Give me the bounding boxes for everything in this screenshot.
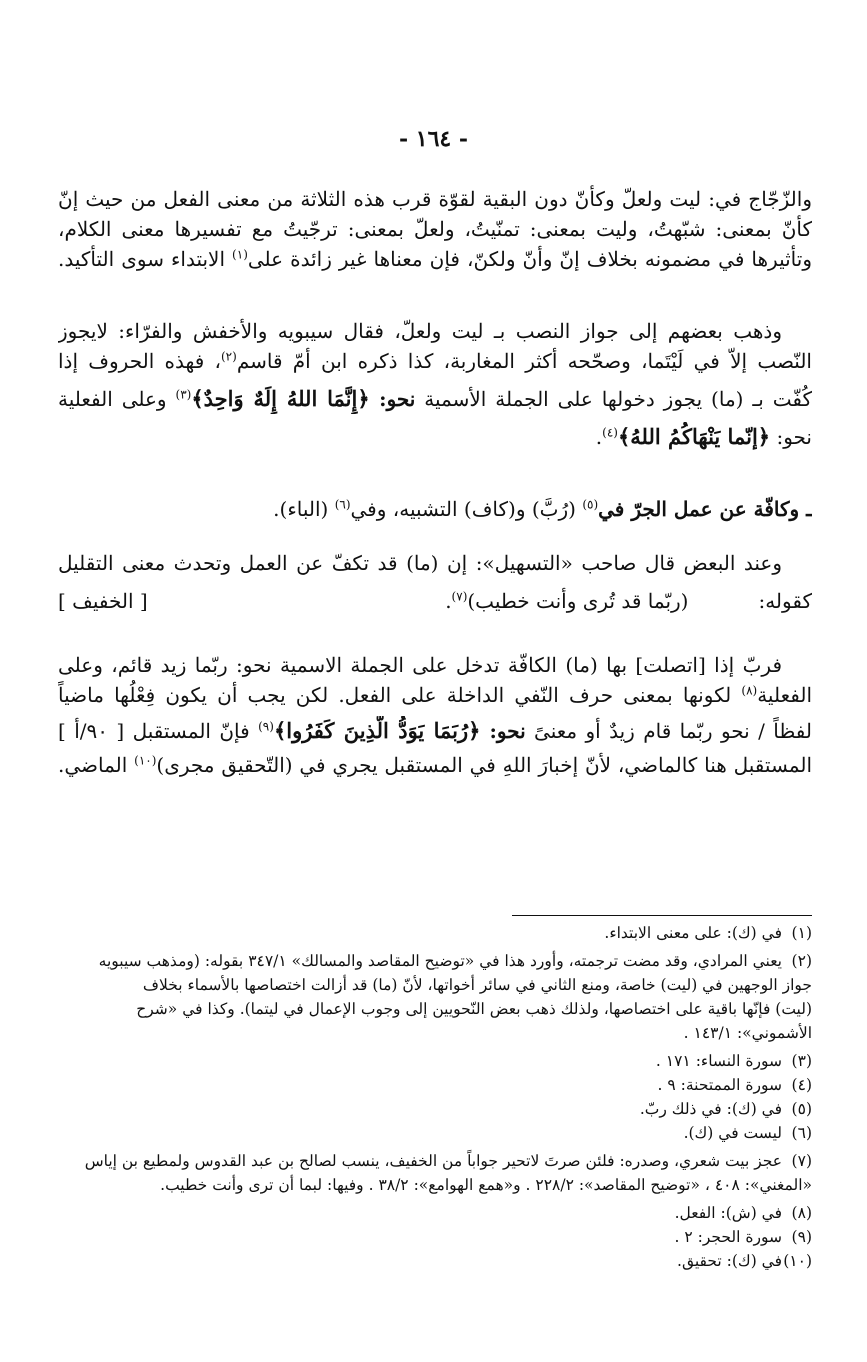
footnote-ref: (١٠) [134,753,157,768]
footnote [58,1249,812,1273]
footnote-continuation: جواز الوجهين في (ليت) خاصة، ومنع الثاني في سائر أخواتها، لأنّ (ما) قد أزالت اختصاصها بالأسماء بخلاف [142,976,812,994]
footnote [58,1049,812,1073]
text-run: وعلى الفعلية [58,387,176,411]
text-run: فإنّ المستقبل [ ٩٠/أ ] [58,719,259,743]
text-line [58,680,812,710]
footnote-text: في (ك): في ذلك ربّ. [639,1100,782,1118]
footnote-text: في (ش): الفعل. [674,1204,782,1222]
footnote-number: (٨) [791,1204,812,1222]
footnote-number: (٦) [791,1124,812,1142]
footnotes [58,921,812,1273]
footnote-number: (٩) [791,1228,812,1246]
footnote-number: (٥) [791,1100,812,1118]
footnote-continuation: «المغني»: ٤٠٨ ، «توضيح المقاصد»: ٢٢٨/٢ . و«همع الهوامع»: ٣٨/٢ . وفيها: لبما أن ترى وأنت خطيب. [160,1176,812,1194]
paragraph-2 [58,316,812,452]
footnote-ref: (٦) [334,497,351,512]
meter-label: [ الخفيف ] [58,589,148,613]
footnote-continuation: الأشموني»: ١٤٣/١ . [683,1024,812,1042]
text-line: والزّجّاج في: ليت ولعلّ وكأنّ دون البقية لقوّة قرب هذه الثلاثة من معنى الفعل من حيث إنّ [58,187,812,211]
text-run: لفظاً / نحو ربّما قام زيدٌ أو معنىً [525,719,812,743]
nahw-label: نحو: [369,387,416,411]
footnote-number: (٤) [791,1076,812,1094]
text-line: كأنّ بمعنى: شبّهتُ، وليت بمعنى: تمنّيتُ، ولعلّ بمعنى: ترجّيتُ مع تفسيرها معنى الكلام، [58,217,812,241]
heading-run: ـ وكافّة عن عمل الجرّ في [598,497,812,521]
footnote [58,1201,812,1225]
footnote-number: (٢) [791,952,812,970]
text-run: (رُبَّ) و(كاف) التشبيه، وفي [350,497,583,521]
text-line: وذهب بعضهم إلى جواز النصب بـ ليت ولعلّ، فقال سيبويه والأخفش والفرّاء: لايجوز [58,319,782,343]
footnote-text: في (ك): تحقيق. [677,1252,782,1270]
footnote-ref: (٣) [175,387,192,402]
text-run: وتأثيرها في مضمونه بخلاف إنّ وأنّ ولكنّ، فإن معناها غير زائدة على [247,247,812,271]
verse-line [58,586,812,616]
text-run: (الباء). [273,497,335,521]
text-line [58,244,812,274]
footnote-ref: (٤) [602,425,618,440]
text-run: الماضي. [58,753,135,777]
footnote-number: (٧) [791,1152,812,1170]
text-run: . [595,425,603,449]
footnote-number: (٣) [791,1052,812,1070]
footnote-ref: (٥) [582,497,599,512]
footnote-text: يعني المرادي، وقد مضت ترجمته، وأورد هذا في «توضيح المقاصد والمسالك» ٣٤٧/١ بقوله: (ومذهب سيبويه [98,952,782,970]
footnote-ref: (٢) [220,349,237,364]
text-line [58,494,812,524]
footnote-text: ليست في (ك). [683,1124,782,1142]
footnote-text: في (ك): على معنى الابتداء. [604,924,782,942]
footnote-text: سورة الحجر: ٢ . [674,1228,782,1246]
text-run: نحو: [770,425,812,449]
verse-text: (ربّما قد تُرى وأنت خطيب) [467,589,689,613]
paragraph-4 [58,548,812,616]
verse-group [445,586,812,616]
text-run: كُفّت بـ (ما) يجوز دخولها على الجملة الأسمية [415,387,812,411]
footnote [58,1097,812,1121]
footnote-number: (١٠) [783,1252,812,1270]
text-line [58,422,812,452]
text-run: الفعلية [757,683,812,707]
text-run: المستقبل هنا كالماضي، لأنّ إخبارَ اللهِ في المستقبل يجري في (التّحقيق مجرى) [156,753,812,777]
paragraph-3 [58,494,812,524]
footnote-continuation: (ليت) فإنّها باقية على اختصاصها، ولذلك ذهب بعض النّحويين إلى وجوب الإعمال في ليتما). وكذا في «شرح [136,1000,812,1018]
text-line [58,750,812,780]
nahw-label: نحو: [480,719,526,743]
footnote [58,1149,812,1173]
text-line [58,346,812,376]
text-line [58,384,812,414]
footnote-text: عجز بيت شعري، وصدره: فلئن صرتَ لاتحير جواباً من الخفيف، ينسب لصالح بن عبد القدوس ولمطيع بن إياس [84,1152,782,1170]
footnote-text: سورة النساء: ١٧١ . [655,1052,782,1070]
footnote [58,921,812,945]
footnote [58,1121,812,1145]
quran-quote: ﴿رُبَمَا يَوَدُّ الَّذِينَ كَفَرُوا﴾ [273,718,481,743]
text-run: الابتداء سوى التأكيد. [58,247,233,271]
quran-quote: ﴿إِنَّمَا اللهُ إِلَهٌ وَاحِدٌ﴾ [191,386,370,411]
footnote [58,949,812,973]
text-run: . [445,589,452,613]
text-run: ، فهذه الحروف إذا [58,349,221,373]
footnote-separator [512,915,812,916]
footnote [58,1073,812,1097]
text-run: النّصب إلاّ في لَيْتَما، وصحّحه أكثر المغاربة، كذا ذكره ابن أمّ قاسم [236,349,812,373]
footnote-ref: (٨) [741,683,758,698]
footnote-number: (١) [791,924,812,942]
paragraph-5 [58,650,812,780]
footnote [58,1225,812,1249]
text-line: فربّ إذا [اتصلت] بها (ما) الكافّة تدخل على الجملة الاسمية نحو: ربّما زيد قائم، وعلى [58,653,782,677]
footnote-ref: (١) [232,247,248,262]
footnote-ref: (٩) [258,719,274,734]
paragraph-1 [58,184,812,274]
footnote-ref: (٧) [451,589,468,604]
text-line [58,716,812,746]
quran-quote: ﴿إنّما يَنْهَاكُمُ اللهُ﴾ [617,424,771,449]
text-line: وعند البعض قال صاحب «التسهيل»: إن (ما) قد تكفّ عن العمل وتحدث معنى التقليل [58,551,782,575]
footnote-text: سورة الممتحنة: ٩ . [657,1076,782,1094]
verse-label: كقوله: [758,589,812,613]
page-number: - ١٦٤ - [398,126,469,152]
text-run: لكونها بمعنى حرف النّفي الداخلة على الفعل. لكن يجب أن يكون فِعْلُها ماضياً [58,683,742,707]
